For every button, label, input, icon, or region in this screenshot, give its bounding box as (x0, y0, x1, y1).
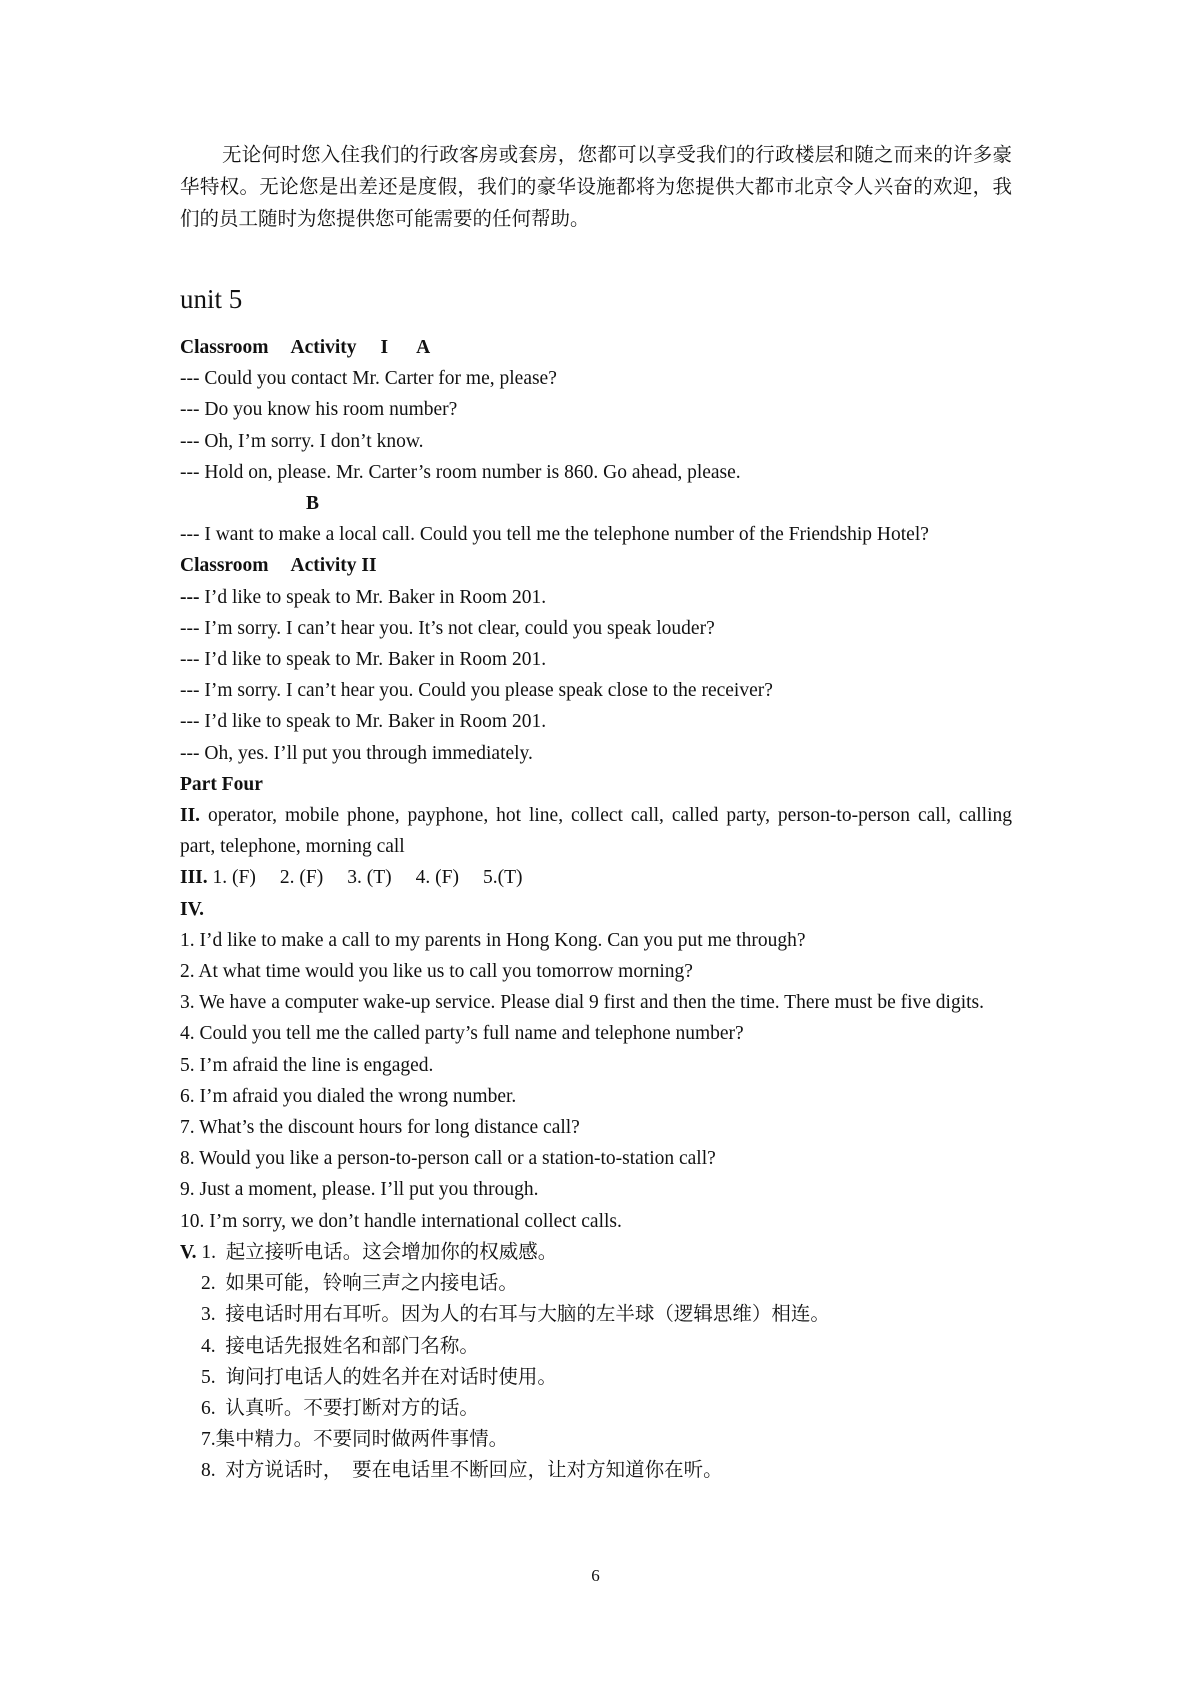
dialogue-line: --- I want to make a local call. Could you tell me the telephone number of the Friendship Hotel? (180, 524, 929, 546)
list-item: 6. 认真听。不要打断对方的话。 (201, 1397, 479, 1419)
dialogue-dash: --- (180, 586, 200, 608)
section-label-ii: II. (180, 805, 201, 827)
activity2-heading (180, 550, 1012, 581)
answer-item: 4. (F) (415, 867, 459, 889)
list-item: 6. I’m afraid you dialed the wrong number. (180, 1085, 517, 1107)
intro-paragraph: 无论何时您入住我们的行政客房或套房，您都可以享受我们的行政楼层和随之而来的许多豪华特权。无论您是出差还是度假，我们的豪华设施都将为您提供大都市北京令人兴奋的欢迎，我们的员工随时为您提供您可能需要的任何帮助。 (180, 145, 1012, 230)
list-item: 8. 对方说话时， 要在电话里不断回应，让对方知道你在听。 (201, 1460, 723, 1482)
part-four-iii (180, 862, 1012, 893)
dialogue-line: --- Do you know his room number? (180, 399, 458, 421)
list-item: 4. Could you tell me the called party’s full name and telephone number? (180, 1023, 744, 1045)
answer-item: 1. (F) (212, 867, 256, 889)
dialogue-line: --- I’d like to speak to Mr. Baker in Room 201. (180, 649, 547, 671)
heading-word-classroom: Classroom (180, 337, 269, 358)
section-label-b: B (306, 493, 320, 515)
list-item: 5. I’m afraid the line is engaged. (180, 1054, 434, 1076)
vocabulary-list: operator, mobile phone, payphone, hot line, collect call, called party, person-to-person call, calling part, telephone, morning call (180, 805, 1012, 858)
dialogue-line: --- I’m sorry. I can’t hear you. Could you please speak close to the receiver? (180, 680, 773, 702)
list-item: 3. 接电话时用右耳听。因为人的右耳与大脑的左半球（逻辑思维）相连。 (201, 1304, 830, 1326)
dialogue-line: --- Hold on, please. Mr. Carter’s room number is 860. Go ahead, please. (180, 461, 741, 483)
heading-word-classroom: Classroom (180, 555, 269, 577)
part-four-v (180, 1237, 1012, 1487)
list-item: 5. 询问打电话人的姓名并在对话时使用。 (201, 1366, 557, 1388)
list-item: 8. Would you like a person-to-person call or a station-to-station call? (180, 1148, 716, 1170)
list-item: 4. 接电话先报姓名和部门名称。 (201, 1335, 479, 1357)
dialogue-line: --- Oh, yes. I’ll put you through immediately. (180, 742, 533, 764)
page-number: 6 (591, 1566, 600, 1585)
dialogue-line: --- Oh, I’m sorry. I don’t know. (180, 430, 424, 452)
list-item: 2. 如果可能，铃响三声之内接电话。 (201, 1273, 518, 1295)
answer-item: 3. (T) (347, 867, 392, 889)
list-item-text: 1. 起立接听电话。这会增加你的权威感。 (196, 1241, 558, 1263)
unit-title: unit 5 (180, 284, 243, 314)
list-item: 10. I’m sorry, we don’t handle international collect calls. (180, 1210, 622, 1232)
activity1-heading (180, 332, 1012, 363)
list-item: 1. I’d like to make a call to my parents in Hong Kong. Can you put me through? (180, 929, 806, 951)
document-body (180, 140, 1012, 1487)
dialogue-line: --- I’m sorry. I can’t hear you. It’s not clear, could you speak louder? (180, 617, 715, 639)
list-item: 9. Just a moment, please. I’ll put you through. (180, 1179, 539, 1201)
section-label-iv: IV. (180, 898, 205, 920)
heading-section-a: A (416, 337, 431, 358)
answer-item: 5.(T) (482, 867, 523, 889)
list-item (180, 1237, 1012, 1268)
list-item: 7. What’s the discount hours for long distance call? (180, 1117, 580, 1139)
section-label-v: V. (180, 1241, 197, 1263)
list-item: 3. We have a computer wake-up service. Please dial 9 first and then the time. There must be five digits. (180, 992, 985, 1014)
heading-word-activity: Activity (290, 337, 357, 358)
section-label-iii: III. (180, 867, 208, 889)
list-item: 2. At what time would you like us to call you tomorrow morning? (180, 961, 693, 983)
heading-word-activity-ii: Activity II (290, 555, 377, 577)
answer-item: 2. (F) (279, 867, 324, 889)
heading-roman-numeral: I (380, 337, 389, 358)
dialogue-line (180, 582, 1012, 613)
dialogue-line: --- Could you contact Mr. Carter for me, please? (180, 368, 557, 390)
part-four-heading: Part Four (180, 773, 263, 795)
dialogue-text: I’d like to speak to Mr. Baker in Room 201. (199, 586, 547, 608)
list-item: 7.集中精力。不要同时做两件事情。 (201, 1429, 509, 1451)
part-four-ii (180, 800, 1012, 862)
dialogue-line: --- I’d like to speak to Mr. Baker in Room 201. (180, 711, 547, 733)
